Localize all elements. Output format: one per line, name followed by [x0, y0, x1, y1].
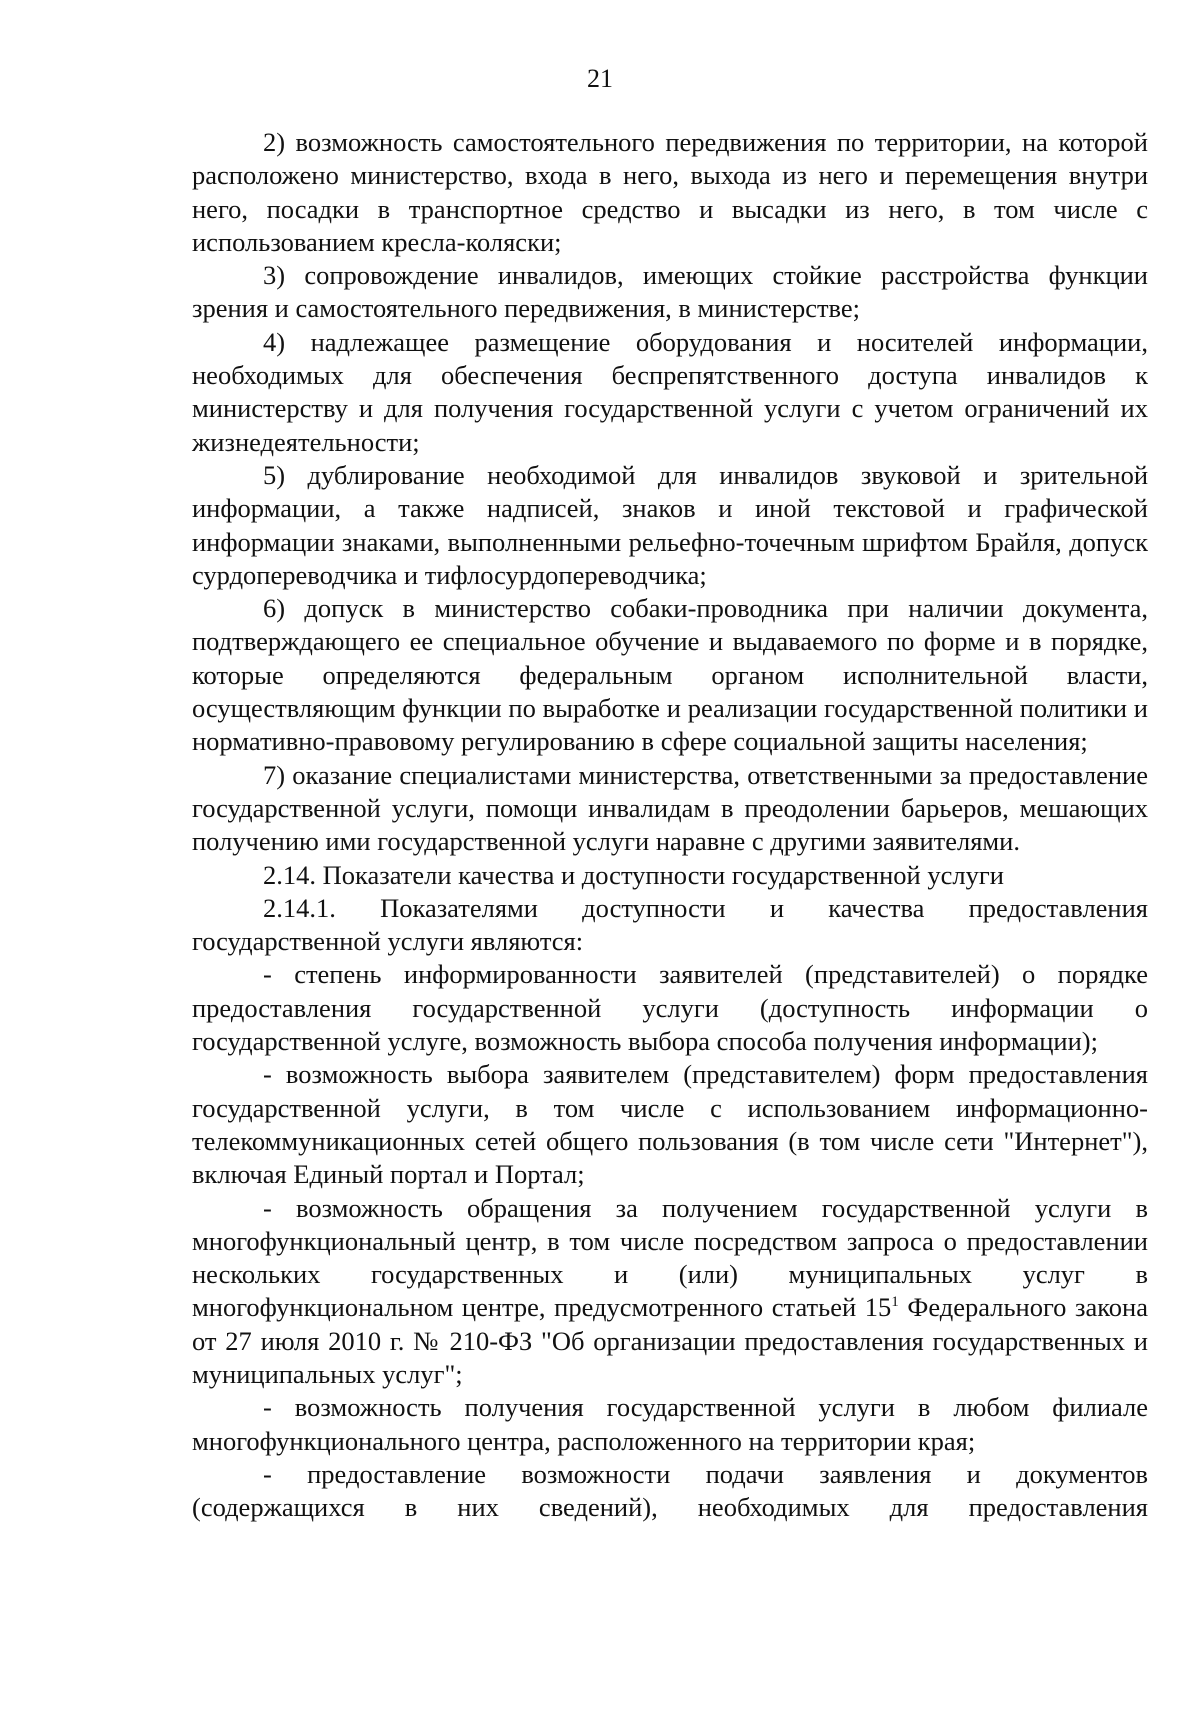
paragraph-item-4: 4) надлежащее размещение оборудования и носителей информации, необходимых для обеспечения беспрепятственного доступа инвалидов к министерству и для получения государственной услуги с учетом ограничений их жизнедеятельности;	[192, 326, 1148, 457]
page-number: 21	[587, 64, 613, 93]
bullet-informedness: - степень информированности заявителей (представителей) о порядке предоставления государственной услуги (доступность информации о государственной услуге, возможность выбора способа получения информации);	[192, 959, 1148, 1057]
bullet-mfc-request-text-cont: Федерального закона от 27 июля 2010 г. № 210-ФЗ "Об организации предоставления государственных и муниципальных услуг";	[192, 1292, 1148, 1389]
bullet-any-branch: - возможность получения государственной услуги в любом филиале многофункционального центра, расположенного на территории края;	[192, 1392, 1148, 1456]
paragraph-item-6: 6) допуск в министерство собаки-проводника при наличии документа, подтверждающего ее специальное обучение и выдаваемого по форме и в порядке, которые определяются федеральным органом исполнительной власти, осуществляющим функции по выработке и реализации государственной политики и нормативно-правовому регулированию в сфере социальной защиты населения;	[192, 593, 1148, 757]
paragraph-2-14-1: 2.14.1. Показателями доступности и качества предоставления государственной услуги являются:	[192, 892, 1148, 957]
bullet-form-choice: - возможность выбора заявителем (представителем) форм предоставления государственной услуги, в том числе с использованием информационно-телекоммуникационных сетей общего пользования (в том числе сети "Интернет"), включая Единый портал и Портал;	[192, 1059, 1148, 1190]
bullet-mfc-request-text: - возможность обращения за получением государственной услуги в многофункциональный центр, в том числе посредством запроса о предоставлении нескольких государственных и (или) муниципальных услуг в многофункциональном центре, предусмотренного статьей 15	[192, 1192, 1148, 1323]
section-heading-2-14: 2.14. Показатели качества и доступности государственной услуги	[263, 859, 1004, 890]
paragraph-item-2: 2) возможность самостоятельного передвижения по территории, на которой расположено министерство, входа в него, выхода из него и перемещения внутри него, посадки в транспортное средство и высадки из него, в том числе с использованием кресла-коляски;	[192, 127, 1148, 257]
paragraph-item-3: 3) сопровождение инвалидов, имеющих стойкие расстройства функции зрения и самостоятельного передвижения, в министерстве;	[192, 260, 1148, 324]
paragraph-item-5: 5) дублирование необходимой для инвалидов звуковой и зрительной информации, а также надписей, знаков и иной текстовой и графической информации знаками, выполненными рельефно-точечным шрифтом Брайля, допуск сурдопереводчика и тифлосурдопереводчика;	[192, 459, 1148, 590]
article-superscript: 1	[891, 1294, 899, 1311]
bullet-mfc-request	[192, 1192, 1148, 1392]
bullet-submission: - предоставление возможности подачи заявления и документов (содержащихся в них сведений), необходимых для предоставления	[192, 1458, 1148, 1523]
document-body	[192, 126, 1148, 1524]
paragraph-item-7: 7) оказание специалистами министерства, ответственными за предоставление государственной услуги, помощи инвалидам в преодолении барьеров, мешающих получению ими государственной услуги наравне с другими заявителями.	[192, 759, 1148, 857]
